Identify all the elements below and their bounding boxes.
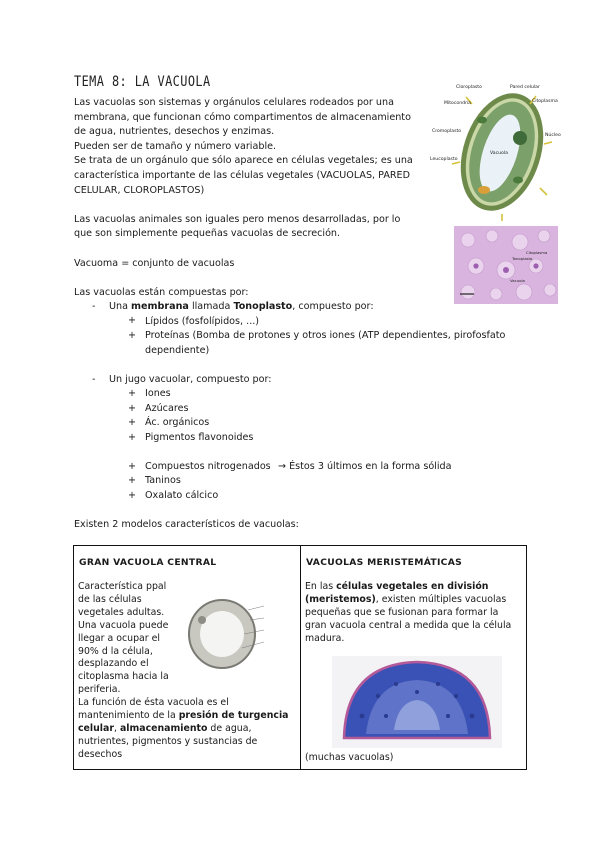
left-line: vegetales adultas. — [78, 606, 165, 618]
diagram-label: Cromoplasto — [432, 129, 462, 134]
plus-bullet: + — [128, 388, 137, 399]
diagram-label: Núcleo — [545, 133, 561, 138]
membrane-item: Proteínas (Bomba de protones y otros iones (ATP dependientes, pirofosfato — [145, 330, 506, 341]
right-line: madura. — [305, 632, 345, 644]
left-line: periferia. — [78, 684, 121, 696]
intro-line: de agua, nutrientes, desechos y enzimas. — [74, 126, 275, 138]
intro-line: CELULAR, CLOROPLASTOS) — [74, 184, 205, 196]
left-line: de las células — [78, 593, 142, 605]
plus-bullet: + — [128, 461, 137, 472]
intro-line: Se trata de un orgánulo que sólo aparece en células vegetales; es una — [74, 155, 413, 167]
juice-item: Pigmentos flavonoides — [145, 432, 254, 443]
nucleus-shape — [513, 131, 527, 145]
juice-item: Azúcares — [145, 403, 189, 414]
right-cell-caption: (muchas vacuolas) — [305, 752, 394, 763]
function-line: nutrientes, pigmentos y sustancias de — [78, 735, 258, 747]
diagram-label: Pared celular — [510, 85, 540, 90]
left-line: citoplasma hacia la — [78, 671, 169, 683]
juice-item: Taninos — [145, 475, 181, 486]
vacuole-models-table — [73, 545, 527, 770]
right-cell-head: VACUOLAS MERISTEMÁTICAS — [306, 557, 463, 568]
membrane-item: dependiente) — [145, 345, 210, 356]
dash-bullet: - — [92, 374, 96, 385]
chloroplast-shape — [513, 177, 523, 184]
left-line: Característica ppal — [78, 581, 167, 592]
left-line: 90% d la célula, — [78, 645, 153, 657]
plus-bullet: + — [128, 490, 137, 501]
vacuole-micrograph — [454, 226, 558, 304]
right-line: En las células vegetales en división — [305, 581, 489, 592]
arrow-note: → Éstos 3 últimos en la forma sólida — [278, 461, 452, 472]
juice-item: Iones — [145, 388, 171, 399]
animal-line: Las vacuolas animales son iguales pero menos desarrolladas, por lo — [74, 214, 401, 225]
composed-intro: Las vacuolas están compuestas por: — [74, 287, 249, 298]
right-line: (meristemos), existen múltiples vacuolas — [305, 593, 507, 605]
right-line: gran vacuola central a medida que la célula — [305, 619, 512, 631]
intro-line: membrana, que funcionan cómo compartimentos de almacenamiento — [74, 111, 411, 123]
left-cell-function — [78, 697, 289, 762]
micro-label: Vacuola — [510, 278, 525, 283]
diagram-label: Leucoplasto — [430, 157, 458, 162]
plus-bullet: + — [128, 432, 137, 443]
diagram-label: Mitocondria — [444, 101, 471, 106]
left-line: llegar a ocupar el — [78, 632, 160, 644]
left-line: desplazando el — [78, 658, 149, 670]
page-title: TEMA 8: LA VACUOLA — [74, 74, 211, 90]
right-line: pequeñas que se fusionan para formar la — [305, 606, 499, 618]
central-vacuole-image — [184, 590, 284, 680]
intro-line: Pueden ser de tamaño y número variable. — [74, 140, 277, 152]
function-line: desechos — [78, 748, 123, 760]
right-cell-text — [305, 581, 511, 646]
models-intro: Existen 2 modelos característicos de vacuolas: — [74, 519, 299, 530]
micro-label: Citoplasma — [526, 250, 548, 255]
meristem-image — [332, 656, 502, 748]
central-vacuole — [200, 611, 244, 657]
table-divider — [300, 546, 301, 769]
intro-line: característica importante de las células vegetales (VACUOLAS, PARED — [74, 169, 411, 181]
dash-bullet: - — [92, 301, 96, 312]
juice-line: Un jugo vacuolar, compuesto por: — [109, 374, 272, 385]
juice-item: Oxalato cálcico — [145, 490, 219, 501]
intro-paragraph — [74, 96, 420, 198]
plus-bullet: + — [128, 330, 137, 341]
membrane-line: Una membrana llamada Tonoplasto, compuesto por: — [109, 301, 374, 312]
plant-cell-diagram — [420, 80, 565, 222]
function-line: La función de ésta vacuola es el — [78, 697, 229, 708]
plus-bullet: + — [128, 315, 137, 326]
vacuoma-definition: Vacuoma = conjunto de vacuolas — [74, 258, 235, 269]
left-cell-lines — [78, 581, 169, 697]
plus-bullet: + — [128, 417, 137, 428]
diagram-label: Citoplasma — [532, 99, 558, 104]
left-cell-head: GRAN VACUOLA CENTRAL — [79, 557, 217, 568]
intro-line: Las vacuolas son sistemas y orgánulos celulares rodeados por una — [74, 97, 394, 108]
left-line: Una vacuola puede — [78, 619, 169, 631]
diagram-label: Vacuola — [490, 151, 508, 156]
juice-item: Ác. orgánicos — [145, 417, 210, 428]
chloroplast-shape — [477, 117, 487, 124]
micro-label: Tonoplasto — [512, 256, 533, 261]
plus-bullet: + — [128, 475, 137, 486]
function-line: celular, almacenamiento de agua, — [78, 722, 252, 734]
chromoplast-shape — [478, 186, 490, 194]
diagram-label: Cloroplasto — [456, 85, 482, 90]
juice-item: Compuestos nitrogenados — [145, 461, 271, 472]
function-line: mantenimiento de la presión de turgencia — [78, 709, 289, 721]
membrane-item: Lípidos (fosfolípidos, ...) — [145, 316, 260, 327]
plus-bullet: + — [128, 403, 137, 414]
animal-line: que son simplemente pequeñas vacuolas de secreción. — [74, 228, 341, 239]
nucleus-dot — [198, 616, 206, 624]
